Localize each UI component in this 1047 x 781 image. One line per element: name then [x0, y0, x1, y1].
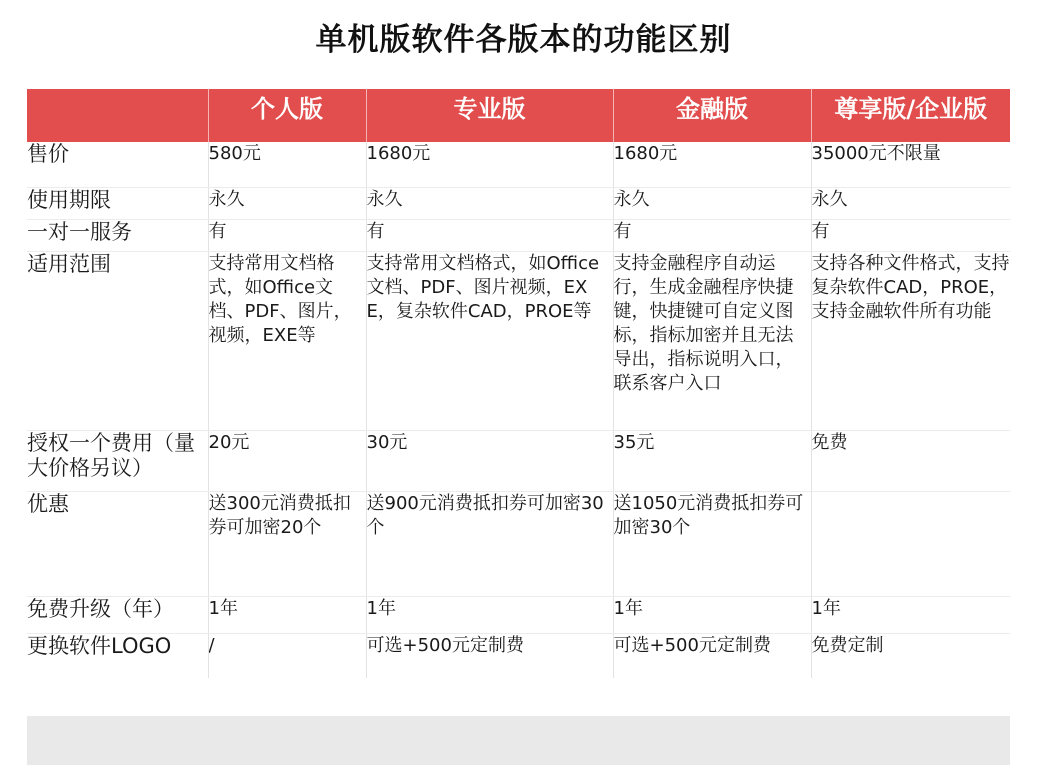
table-cell: 20元 [208, 431, 366, 492]
table-cell: 支持常用文档格式，如Office文档、PDF、图片视频，EXE，复杂软件CAD，PROE等 [366, 252, 613, 431]
table-cell: 1年 [208, 597, 366, 634]
table-row-scope [27, 252, 1010, 431]
comparison-table [27, 89, 1010, 678]
table-row-logo [27, 634, 1010, 679]
table-cell: 1年 [366, 597, 613, 634]
row-label: 一对一服务 [27, 220, 208, 252]
row-label: 免费升级（年） [27, 597, 208, 634]
row-label: 授权一个费用（量大价格另议） [27, 431, 208, 492]
table-cell: 永久 [613, 188, 811, 220]
table-cell: 支持各种文件格式，支持复杂软件CAD，PROE，支持金融软件所有功能 [811, 252, 1010, 431]
table-row-promotion [27, 492, 1010, 597]
table-row-service [27, 220, 1010, 252]
row-label: 使用期限 [27, 188, 208, 220]
table-cell: 永久 [208, 188, 366, 220]
row-label: 适用范围 [27, 252, 208, 431]
table-cell: 有 [613, 220, 811, 252]
table-cell: 有 [208, 220, 366, 252]
table-cell: 支持常用文档格式，如Office文档、PDF、图片，视频，EXE等 [208, 252, 366, 431]
table-cell: 580元 [208, 142, 366, 188]
page-title: 单机版软件各版本的功能区别 [315, 22, 732, 58]
table-cell: 免费定制 [811, 634, 1010, 679]
table-row-period [27, 188, 1010, 220]
row-label: 优惠 [27, 492, 208, 597]
table-cell: 1年 [811, 597, 1010, 634]
column-header-professional: 专业版 [366, 89, 613, 142]
footer-band [27, 716, 1010, 765]
table-row-upgrade [27, 597, 1010, 634]
header-corner [27, 89, 208, 142]
table-cell: 有 [811, 220, 1010, 252]
table-cell: 1680元 [613, 142, 811, 188]
table-cell: 1680元 [366, 142, 613, 188]
table-cell: 送900元消费抵扣券可加密30个 [366, 492, 613, 597]
row-label: 售价 [27, 142, 208, 188]
table-cell: / [208, 634, 366, 679]
table-cell: 支持金融程序自动运行，生成金融程序快捷键，快捷键可自定义图标，指标加密并且无法导出，指标说明入口，联系客户入口 [613, 252, 811, 431]
header-row [27, 89, 1010, 142]
table-cell: 30元 [366, 431, 613, 492]
column-header-finance: 金融版 [613, 89, 811, 142]
column-header-personal: 个人版 [208, 89, 366, 142]
table-cell: 永久 [366, 188, 613, 220]
table-cell: 35元 [613, 431, 811, 492]
table-cell: 永久 [811, 188, 1010, 220]
table-cell: 有 [366, 220, 613, 252]
table-cell [811, 492, 1010, 597]
table-cell: 1年 [613, 597, 811, 634]
table-cell: 可选+500元定制费 [613, 634, 811, 679]
table-row-price [27, 142, 1010, 188]
row-label: 更换软件LOGO [27, 634, 172, 658]
table-row-license-fee [27, 431, 1010, 492]
table-cell: 35000元不限量 [811, 142, 1010, 188]
table-cell: 免费 [811, 431, 1010, 492]
table-cell: 可选+500元定制费 [366, 634, 613, 679]
column-header-enterprise: 尊享版/企业版 [811, 89, 1010, 142]
table-cell: 送1050元消费抵扣券可加密30个 [613, 492, 811, 597]
table-cell: 送300元消费抵扣券可加密20个 [208, 492, 366, 597]
